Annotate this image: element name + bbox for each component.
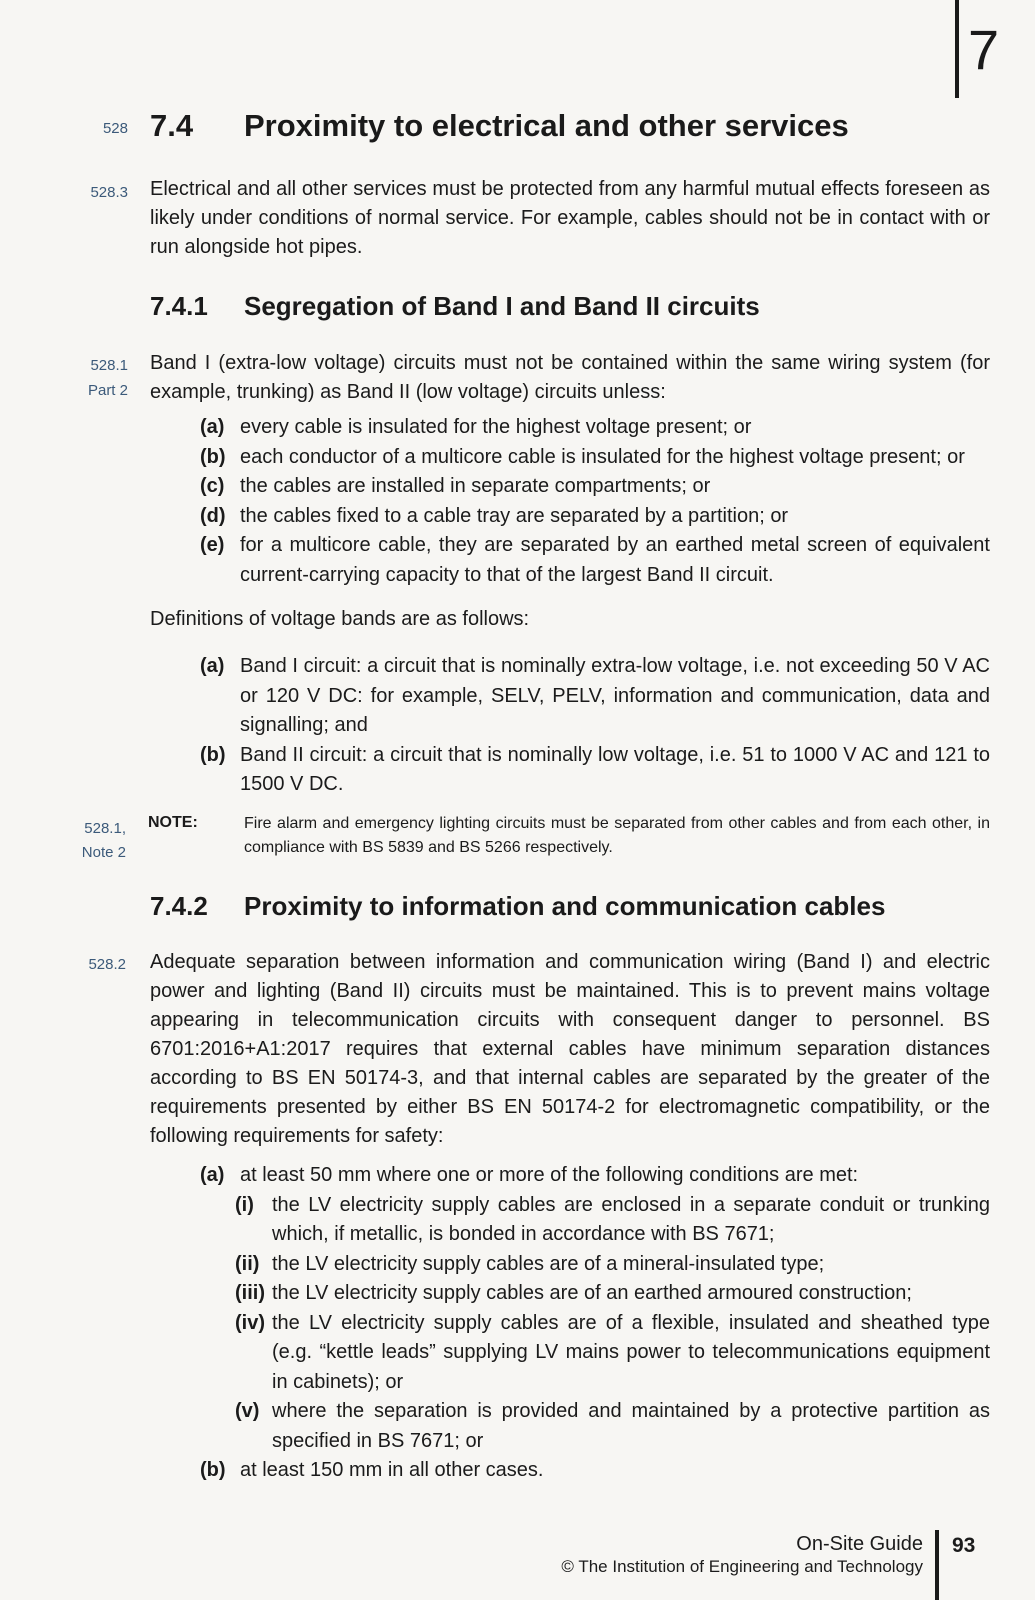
list-separation bbox=[200, 1161, 990, 1486]
section-heading-7-4-2 bbox=[150, 891, 885, 922]
list-item bbox=[200, 502, 990, 532]
note-label: NOTE: bbox=[148, 814, 198, 831]
footer-guide-title: On-Site Guide bbox=[796, 1533, 923, 1555]
ref-528-1: 528.1 bbox=[90, 357, 128, 374]
list-label: (a) bbox=[200, 655, 225, 677]
paragraph-band-segregation: Band I (extra-low voltage) circuits must not be contained within the same wiring system (for example, trunking) as Band II (low voltage) circuits unless: bbox=[150, 352, 990, 403]
list-text: every cable is insulated for the highest voltage present; or bbox=[240, 416, 752, 438]
list-text: Band II circuit: a circuit that is nominally low voltage, i.e. 51 to 1000 V AC and 121 to 1500 V DC. bbox=[240, 743, 990, 795]
ref-528: 528 bbox=[102, 120, 128, 137]
section-title: Proximity to electrical and other services bbox=[244, 108, 849, 143]
sub-list-item bbox=[235, 1191, 990, 1250]
list-label: (ii) bbox=[235, 1252, 260, 1275]
section-heading-7-4 bbox=[150, 108, 849, 144]
sub-list-item bbox=[235, 1397, 990, 1456]
paragraph-ict-separation: Adequate separation between information and communication wiring (Band I) and electric power and lighting (Band II) circuits must be maintained. This is to prevent mains voltage appearing in telecommunication circuits with consequent danger to personnel. BS 6701:2016+A1:2017 requires that external cables have minimum separation distances according to BS EN 50174-3, and that internal cables are separated by the greater of the requirements presented by either BS EN 50174-2 for electromagnetic compatibility, or the following requirements for safety: bbox=[150, 951, 990, 1147]
list-label: (v) bbox=[235, 1400, 260, 1422]
list-text: at least 150 mm in all other cases. bbox=[240, 1459, 544, 1481]
list-text: the LV electricity supply cables are of a flexible, insulated and sheathed type (e.g. “kettle leads” supplying LV mains power to telecommunications equipment in cabinets); or bbox=[272, 1311, 990, 1393]
ref-528-3: 528.3 bbox=[90, 184, 128, 201]
chapter-rule bbox=[955, 0, 959, 98]
list-label: (b) bbox=[200, 1459, 226, 1481]
page-number: 93 bbox=[952, 1534, 976, 1557]
sub-list bbox=[235, 1191, 990, 1457]
section-number: 7.4.2 bbox=[150, 891, 208, 921]
list-text: for a multicore cable, they are separated by an earthed metal screen of equivalent current-carrying capacity to that of the largest Band II circuit. bbox=[240, 534, 990, 586]
list-label: (e) bbox=[200, 534, 225, 556]
definitions-intro: Definitions of voltage bands are as follows: bbox=[150, 608, 530, 630]
list-text: at least 50 mm where one or more of the following conditions are met: bbox=[240, 1164, 859, 1186]
ref-part-2: Part 2 bbox=[87, 382, 128, 399]
ref-528-2: 528.2 bbox=[88, 956, 126, 973]
list-item bbox=[200, 413, 990, 443]
section-heading-7-4-1 bbox=[150, 291, 760, 322]
list-label: (i) bbox=[235, 1193, 254, 1216]
list-item bbox=[200, 1161, 990, 1191]
section-title: Segregation of Band I and Band II circuits bbox=[244, 291, 760, 321]
list-item bbox=[200, 531, 990, 590]
list-label: (b) bbox=[200, 743, 226, 766]
list-text: each conductor of a multicore cable is insulated for the highest voltage present; or bbox=[240, 445, 965, 468]
sub-list-item bbox=[235, 1250, 990, 1280]
list-label: (d) bbox=[200, 504, 226, 527]
list-text: the LV electricity supply cables are of an earthed armoured construction; bbox=[272, 1282, 912, 1304]
sub-list-item bbox=[235, 1309, 990, 1398]
list-label: (b) bbox=[200, 445, 226, 468]
list-item bbox=[200, 741, 990, 800]
list-unless bbox=[200, 413, 990, 590]
ref-528-1-note: 528.1, bbox=[84, 820, 126, 837]
section-number: 7.4 bbox=[150, 108, 194, 143]
list-item bbox=[200, 1456, 990, 1486]
list-definitions bbox=[200, 652, 990, 800]
list-label: (iii) bbox=[235, 1282, 265, 1304]
list-text: where the separation is provided and maintained by a protective partition as specified in BS 7671; or bbox=[272, 1400, 990, 1452]
list-text: Band I circuit: a circuit that is nominally extra-low voltage, i.e. not exceeding 50 V AC or 120 V DC: for example, SELV, PELV, information and communication, data and signalling; and bbox=[240, 655, 990, 736]
list-item bbox=[200, 443, 990, 473]
list-text: the cables are installed in separate compartments; or bbox=[240, 475, 711, 497]
paragraph-services: Electrical and all other services must be protected from any harmful mutual effects foreseen as likely under conditions of normal service. For example, cables should not be in contact with or run alongside hot pipes. bbox=[150, 178, 990, 258]
list-label: (c) bbox=[200, 475, 225, 497]
list-label: (a) bbox=[200, 416, 225, 438]
list-text: the LV electricity supply cables are of a mineral-insulated type; bbox=[272, 1252, 825, 1275]
list-label: (a) bbox=[200, 1164, 225, 1186]
list-item bbox=[200, 472, 990, 502]
list-text: the LV electricity supply cables are enclosed in a separate conduit or trunking which, if metallic, is bonded in accordance with BS 7671; bbox=[272, 1193, 990, 1245]
list-label: (iv) bbox=[235, 1311, 265, 1334]
note-text: Fire alarm and emergency lighting circuits must be separated from other cables and from each other, in compliance with BS 5839 and BS 5266 respectively. bbox=[244, 815, 990, 856]
ref-note-2: Note 2 bbox=[81, 844, 126, 861]
list-item bbox=[200, 652, 990, 741]
section-title: Proximity to information and communication cables bbox=[244, 891, 886, 921]
section-number: 7.4.1 bbox=[150, 291, 208, 321]
footer-copyright: © The Institution of Engineering and Technology bbox=[561, 1557, 923, 1576]
list-text: the cables fixed to a cable tray are separated by a partition; or bbox=[240, 504, 789, 527]
chapter-number: 7 bbox=[968, 18, 1000, 81]
footer-rule bbox=[935, 1530, 939, 1600]
sub-list-item bbox=[235, 1279, 990, 1309]
